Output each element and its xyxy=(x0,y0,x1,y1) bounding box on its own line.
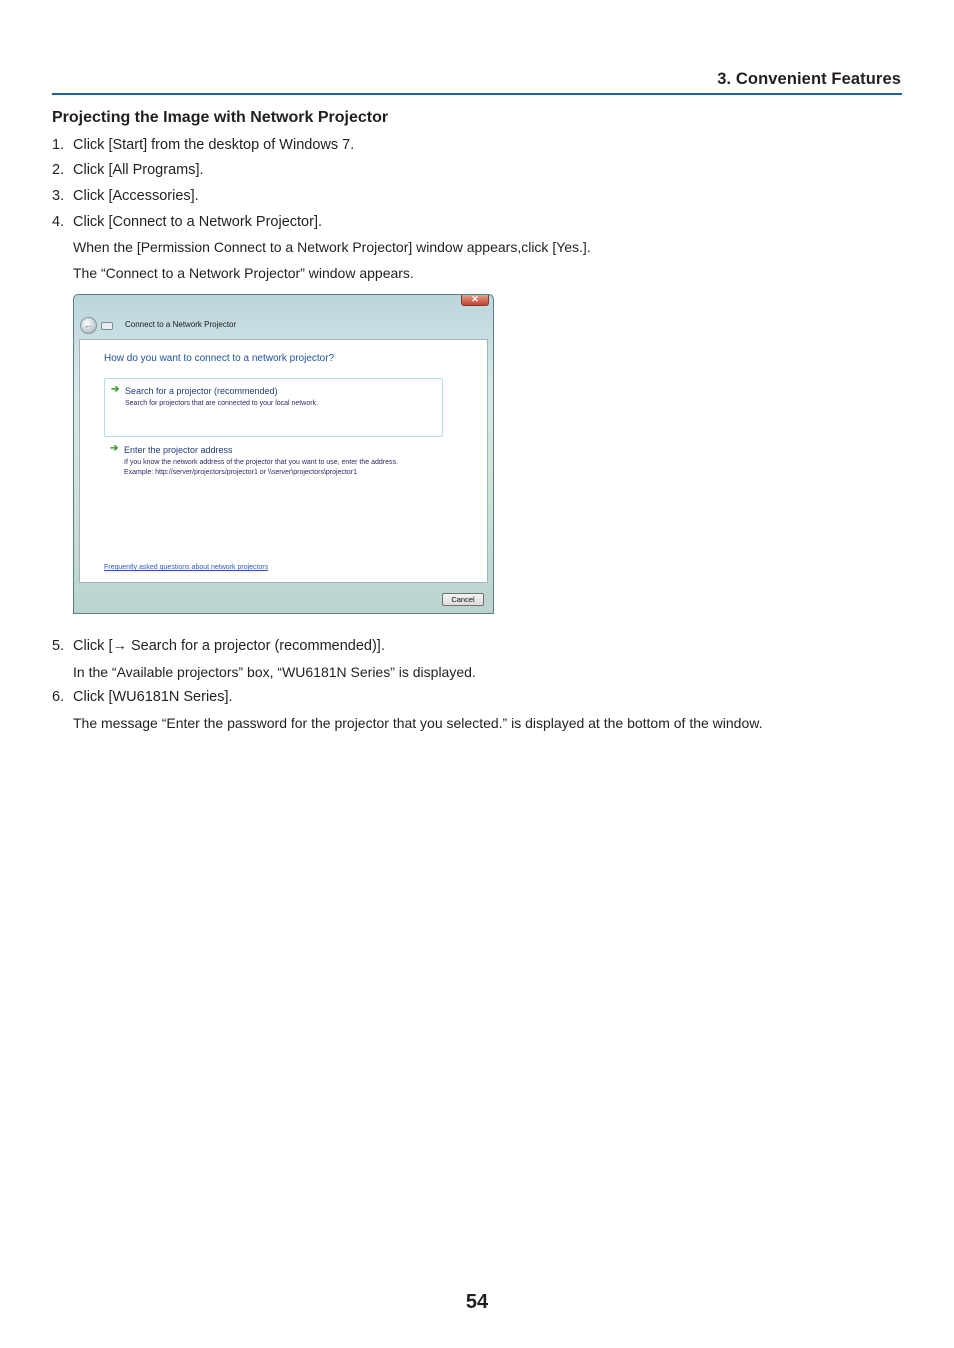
search-projector-option[interactable] xyxy=(104,378,443,437)
page-number: 54 xyxy=(465,1291,489,1313)
step-number: 5. xyxy=(52,638,65,654)
green-arrow-icon: ➔ xyxy=(111,384,120,395)
green-arrow-icon: ➔ xyxy=(110,443,119,454)
step-4-note-window: The “Connect to a Network Projector” window appears. xyxy=(73,265,414,281)
step-text: Click [All Programs]. xyxy=(73,162,204,178)
connect-network-projector-dialog xyxy=(73,294,494,614)
step-text: Click [Start] from the desktop of Windows 7. xyxy=(73,137,355,153)
step-4-note-permission: When the [Permission Connect to a Network Projector] window appears,click [Yes.]. xyxy=(73,239,591,255)
section-heading: Projecting the Image with Network Projector xyxy=(52,109,389,126)
step-6-note: The message “Enter the password for the projector that you selected.” is displayed at the bottom of the window. xyxy=(73,715,763,731)
cancel-button[interactable]: Cancel xyxy=(442,593,484,606)
step-number: 3. xyxy=(52,188,65,204)
step-text: Click [Accessories]. xyxy=(73,188,199,204)
option-description: Search for projectors that are connected to your local network. xyxy=(125,400,318,407)
option-example: Example: http://server/projectors/projector1 or \\server\projectors\projector1 xyxy=(124,469,358,476)
enter-address-option[interactable] xyxy=(104,438,443,497)
option-title: Search for a projector (recommended) xyxy=(125,386,278,396)
option-description: If you know the network address of the projector that you want to use, enter the address. xyxy=(124,459,398,466)
step-5-note: In the “Available projectors” box, “WU6181N Series” is displayed. xyxy=(73,664,476,680)
back-arrow-icon[interactable]: ← xyxy=(80,317,97,334)
step-number: 2. xyxy=(52,162,65,178)
step-number: 1. xyxy=(52,137,65,153)
dialog-title: Connect to a Network Projector xyxy=(125,320,237,329)
projector-icon xyxy=(101,322,113,330)
dialog-content xyxy=(79,339,488,583)
close-icon[interactable]: ✕ xyxy=(461,295,489,306)
header-rule xyxy=(52,93,902,95)
step-text: Click [Connect to a Network Projector]. xyxy=(73,214,323,230)
option-title: Enter the projector address xyxy=(124,445,233,455)
faq-link[interactable]: Frequently asked questions about network projectors xyxy=(104,564,269,571)
step-text: Click [WU6181N Series]. xyxy=(73,689,233,705)
step-text: Click [→ Search for a projector (recommended)]. xyxy=(73,638,385,654)
step-number: 6. xyxy=(52,689,65,705)
step-number: 4. xyxy=(52,214,65,230)
chapter-title: 3. Convenient Features xyxy=(717,70,901,88)
dialog-question: How do you want to connect to a network projector? xyxy=(104,353,335,364)
